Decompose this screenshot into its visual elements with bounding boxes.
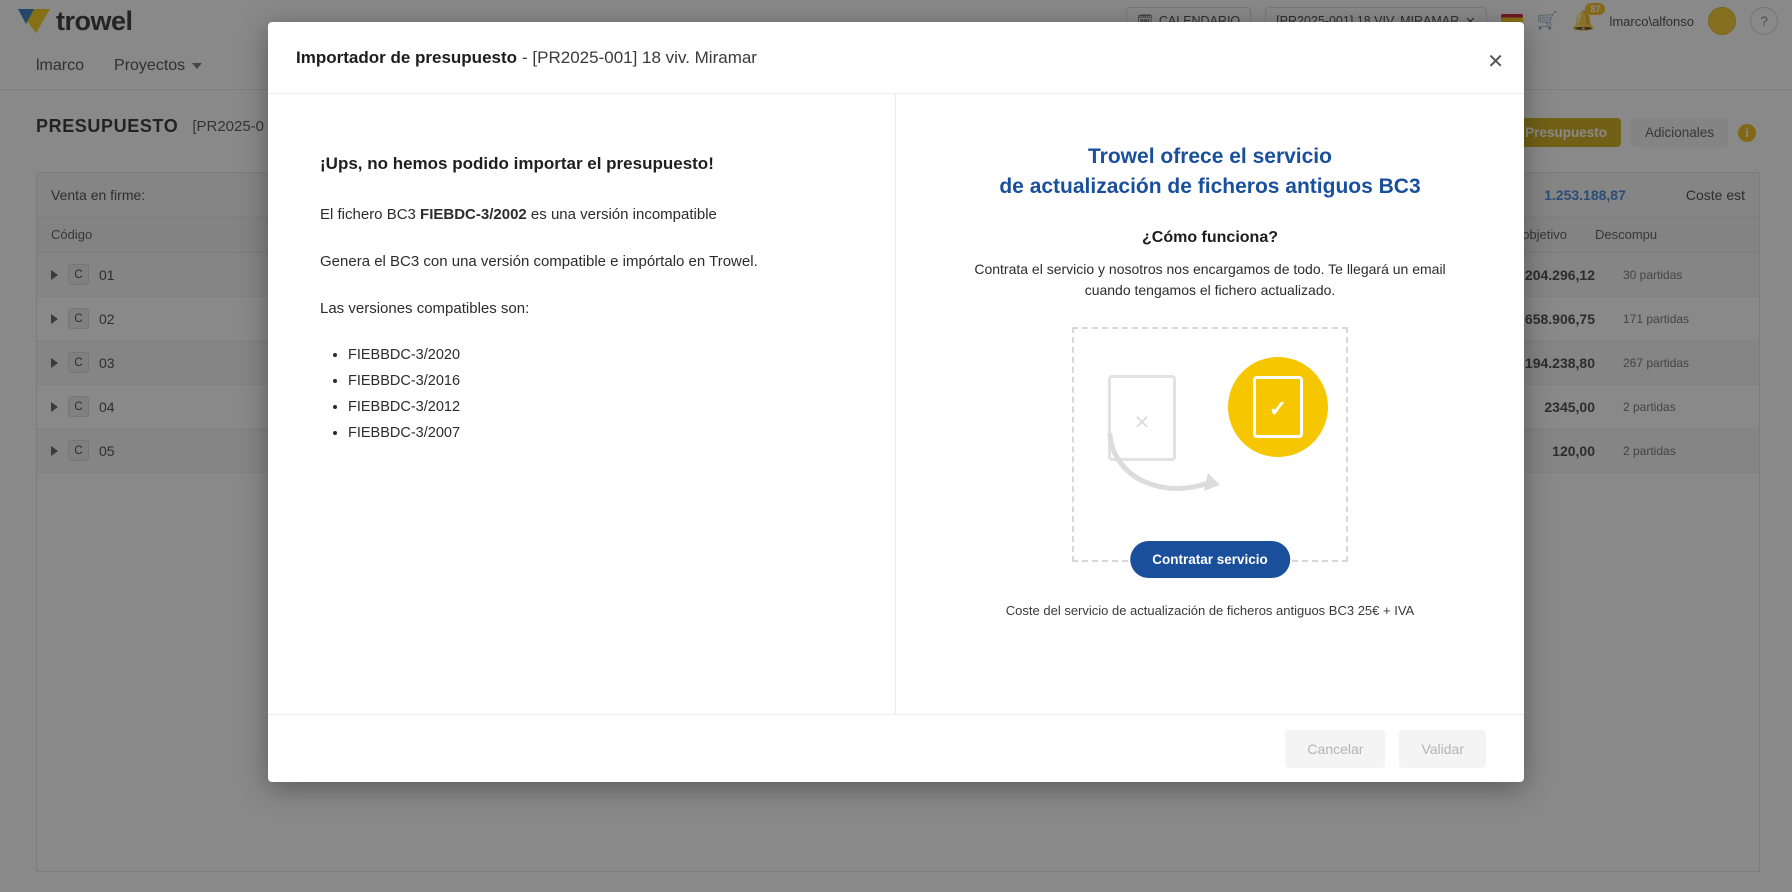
- service-cost-note: Coste del servicio de actualización de ficheros antiguos BC3 25€ + IVA: [1005, 602, 1415, 618]
- modal-title: Importador de presupuesto: [296, 47, 518, 67]
- close-icon[interactable]: ✕: [1487, 51, 1504, 73]
- error-hint: Genera el BC3 con una versión compatible e impórtalo en Trowel.: [320, 253, 758, 270]
- promo-title-line2: de actualización de ficheros antiguos BC3: [999, 175, 1421, 199]
- error-version-line: [320, 206, 855, 223]
- error-title: ¡Ups, no hemos podido importar el presupuesto!: [320, 154, 714, 173]
- list-item: • FIEBBDC-3/2020: [348, 347, 855, 363]
- modal-subtitle: - [PR2025-001] 18 viv. Miramar: [522, 47, 757, 67]
- cancel-button[interactable]: Cancelar: [1285, 730, 1385, 768]
- document-check-icon: [1228, 357, 1328, 457]
- how-it-works-title: ¿Cómo funciona?: [1142, 228, 1278, 246]
- modal-header: [268, 22, 1524, 94]
- modal-footer: [268, 714, 1524, 782]
- error-pane: [268, 94, 896, 714]
- compatible-versions-label: Las versiones compatibles son:: [320, 300, 530, 317]
- list-item: • FIEBBDC-3/2007: [348, 425, 855, 441]
- contract-service-button[interactable]: Contratar servicio: [1130, 541, 1290, 578]
- list-item: • FIEBBDC-3/2012: [348, 399, 855, 415]
- error-version-pre: El fichero BC3: [320, 206, 421, 223]
- modal-body: [268, 94, 1524, 714]
- promo-pane: [896, 94, 1524, 714]
- compatible-versions-list: [320, 347, 855, 441]
- promo-title: [952, 142, 1468, 203]
- error-version-post: es una versión incompatible: [526, 206, 717, 223]
- validate-button[interactable]: Validar: [1399, 730, 1486, 768]
- import-budget-modal: [268, 22, 1524, 782]
- promo-title-line1: Trowel ofrece el servicio: [1088, 145, 1332, 168]
- service-illustration: [1072, 327, 1348, 567]
- curved-arrow-icon: [1104, 429, 1234, 509]
- list-item: • FIEBBDC-3/2016: [348, 373, 855, 389]
- how-it-works-text: Contrata el servicio y nosotros nos encargamos de todo. Te llegará un email cuando tengamos el fichero actualizado.: [974, 260, 1446, 298]
- error-version-value: FIEBDC-3/2002: [420, 206, 527, 223]
